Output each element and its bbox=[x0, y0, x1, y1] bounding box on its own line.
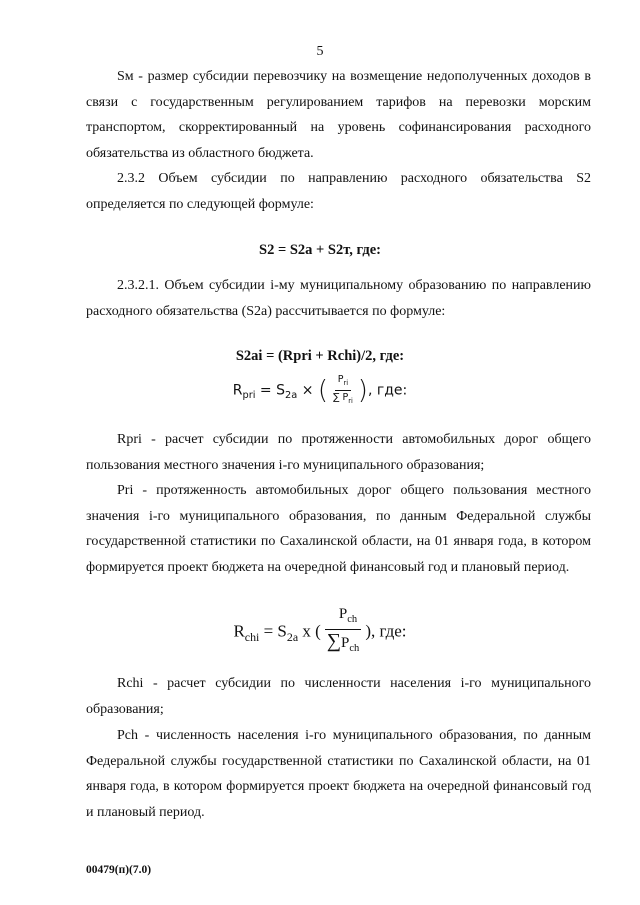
rchi-num-sub: ch bbox=[347, 614, 358, 625]
rpri-s-sub: 2a bbox=[285, 390, 298, 402]
rpri-den-sub: ri bbox=[348, 396, 353, 405]
rpri-lhs: R bbox=[232, 382, 243, 399]
rpri-tail: , где: bbox=[367, 382, 408, 399]
paragraph-2-3-2-1: 2.3.2.1. Объем субсидии i-му муниципальному образованию по направлению расходного обязательства (S2a) рассчитывается по формуле: bbox=[86, 278, 591, 319]
paragraph-pri-definition: Pri - протяженность автомобильных дорог общего пользования местного значения i-го муниципального образования, по данным Федеральной службы государственной статистики по Сахалинской области, на 01 января года, в котором формируется проект бюджета на очередной финансовый год и плановый период. bbox=[86, 483, 591, 575]
rchi-lhs-sub: chi bbox=[244, 629, 260, 644]
rchi-den-sub: ch bbox=[349, 643, 360, 654]
rchi-den-text: P bbox=[341, 635, 350, 651]
paragraph-rchi-definition: Rchi - расчет субсидии по численности населения i-го муниципального образования; bbox=[86, 676, 591, 717]
rpri-left-paren: ( bbox=[317, 375, 329, 406]
rchi-lhs: R bbox=[233, 621, 245, 641]
rchi-eq: = S bbox=[259, 621, 287, 641]
rchi-s-sub: 2a bbox=[286, 629, 299, 644]
rpri-den-text: ∑ P bbox=[333, 391, 349, 403]
rchi-tail: ), где: bbox=[365, 621, 407, 641]
paragraph-2-3-2: 2.3.2 Объем субсидии по направлению расходного обязательства S2 определяется по следующей формуле: bbox=[86, 171, 591, 212]
rpri-eq: = S bbox=[255, 382, 286, 399]
paragraph-rpri-definition: Rpri - расчет субсидии по протяженности автомобильных дорог общего пользования местного значения i-го муниципального образования; bbox=[86, 432, 591, 473]
rchi-num-text: P bbox=[338, 606, 348, 622]
rchi-times: x ( bbox=[298, 621, 321, 641]
paragraph-sm-definition: Sм - размер субсидии перевозчику на возмещение недополученных доходов в связи с государственным регулированием тарифов на перевозки морским транспортом, скорректированный на уровень софинансирования расходного обязательства из областного бюджета. bbox=[86, 69, 591, 161]
rpri-num-text: P bbox=[337, 374, 344, 385]
formula-s2: S2 = S2a + S2т, где: bbox=[259, 242, 381, 258]
document-code: 00479(п)(7.0) bbox=[86, 864, 152, 876]
page-number: 5 bbox=[316, 44, 324, 59]
rchi-fraction bbox=[323, 606, 364, 659]
rpri-times: × bbox=[297, 382, 318, 399]
rchi-numerator bbox=[325, 606, 361, 630]
paragraph-pch-definition: Pch - численность населения i-го муниципального образования, по данным Федеральной службы государственной статистики по Сахалинской области, на 01 января года, в котором формируется проект бюджета на очередной финансовый год и плановый период. bbox=[86, 728, 591, 820]
rpri-denominator bbox=[330, 391, 356, 407]
rchi-sigma-symbol: ∑ bbox=[326, 630, 342, 652]
rpri-lhs-sub: pri bbox=[242, 390, 256, 402]
rpri-right-paren: ) bbox=[357, 375, 368, 406]
formula-rpri bbox=[0, 374, 640, 407]
rpri-num-sub: ri bbox=[343, 378, 349, 387]
formula-s2ai: S2ai = (Rpri + Rchi)/2, где: bbox=[235, 348, 405, 364]
rpri-fraction bbox=[330, 374, 356, 407]
rpri-numerator bbox=[335, 374, 351, 391]
formula-rchi bbox=[0, 606, 640, 659]
rchi-denominator bbox=[323, 630, 364, 659]
